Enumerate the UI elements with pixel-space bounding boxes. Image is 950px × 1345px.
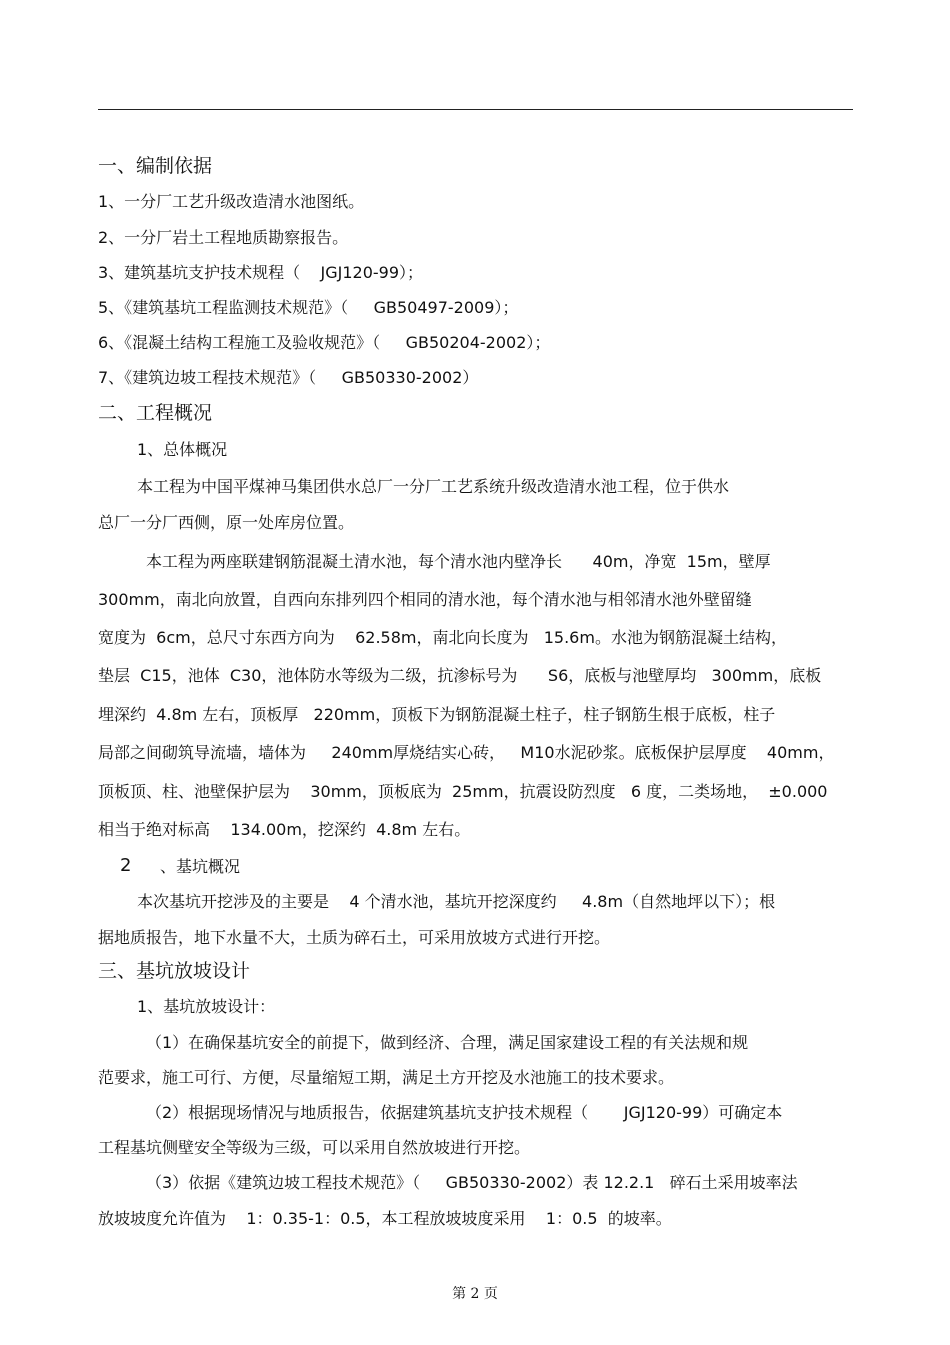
list-item: 7、《建筑边坡工程技术规范》（ GB50330-2002） [98, 368, 479, 387]
subsection-number: 2 [120, 855, 132, 876]
subsection-title: 1、总体概况 [137, 440, 228, 459]
paragraph-line: 相当于绝对标高 134.00m，挖深约 4.8m 左右。 [98, 820, 471, 839]
paragraph-line: 放坡坡度允许值为 1：0.35-1：0.5，本工程放坡坡度采用 1：0.5 的坡率。 [98, 1209, 672, 1228]
header-rule [98, 109, 853, 110]
paragraph-line: 工程基坑侧壁安全等级为三级，可以采用自然放坡进行开挖。 [98, 1138, 531, 1157]
paragraph-line: （3）依据《建筑边坡工程技术规范》（ GB50330-2002）表 12.2.1 碎石土采用坡率法 [146, 1173, 798, 1192]
list-item: 2、一分厂岩土工程地质勘察报告。 [98, 228, 349, 247]
paragraph-line: 垫层 C15，池体 C30，池体防水等级为二级，抗渗标号为 S6，底板与池壁厚均 300mm，底板 [98, 666, 822, 685]
paragraph-line: 范要求，施工可行、方便，尽量缩短工期，满足土方开挖及水池施工的技术要求。 [98, 1068, 675, 1087]
subsection-title: 1、基坑放坡设计： [137, 997, 276, 1016]
paragraph-line: 本工程为中国平煤神马集团供水总厂一分厂工艺系统升级改造清水池工程，位于供水 [137, 477, 730, 496]
paragraph-line: （2）根据现场情况与地质报告，依据建筑基坑支护技术规程（ JGJ120-99）可确定本 [146, 1103, 783, 1122]
section-1-title: 一、编制依据 [98, 155, 213, 177]
list-item: 1、一分厂工艺升级改造清水池图纸。 [98, 192, 365, 211]
subsection-title: 、基坑概况 [160, 857, 241, 876]
list-item: 3、建筑基坑支护技术规程（ JGJ120-99）； [98, 263, 424, 282]
paragraph-line: （1）在确保基坑安全的前提下，做到经济、合理，满足国家建设工程的有关法规和规 [146, 1033, 749, 1052]
paragraph-line: 本工程为两座联建钢筋混凝土清水池，每个清水池内壁净长 40m，净宽 15m，壁厚 [146, 552, 771, 571]
paragraph-line: 埋深约 4.8m 左右，顶板厚 220mm，顶板下为钢筋混凝土柱子，柱子钢筋生根于底板，柱子 [98, 705, 776, 724]
paragraph-line: 局部之间砌筑导流墙，墙体为 240mm厚烧结实心砖， M10水泥砂浆。底板保护层厚度 40mm， [98, 743, 835, 762]
section-3-title: 三、基坑放坡设计 [98, 960, 251, 982]
paragraph-line: 300mm，南北向放置，自西向东排列四个相同的清水池，每个清水池与相邻清水池外壁留缝 [98, 590, 752, 609]
list-item: 5、《建筑基坑工程监测技术规范》（ GB50497-2009）； [98, 298, 519, 317]
section-2-title: 二、工程概况 [98, 402, 213, 424]
paragraph-line: 本次基坑开挖涉及的主要是 4 个清水池，基坑开挖深度约 4.8m（自然地坪以下）；根 [137, 892, 776, 911]
list-item: 6、《混凝土结构工程施工及验收规范》（ GB50204-2002）； [98, 333, 551, 352]
paragraph-line: 据地质报告，地下水量不大，土质为碎石土，可采用放坡方式进行开挖。 [98, 928, 611, 947]
paragraph-line: 宽度为 6cm，总尺寸东西方向为 62.58m，南北向长度为 15.6m。水池为钢筋混凝土结构， [98, 628, 787, 647]
page-number: 第 2 页 [452, 1286, 498, 1302]
paragraph-line: 总厂一分厂西侧，原一处库房位置。 [98, 513, 355, 532]
paragraph-line: 顶板顶、柱、池壁保护层为 30mm，顶板底为 25mm，抗震设防烈度 6 度，二类场地， ±0.000 [98, 782, 828, 801]
